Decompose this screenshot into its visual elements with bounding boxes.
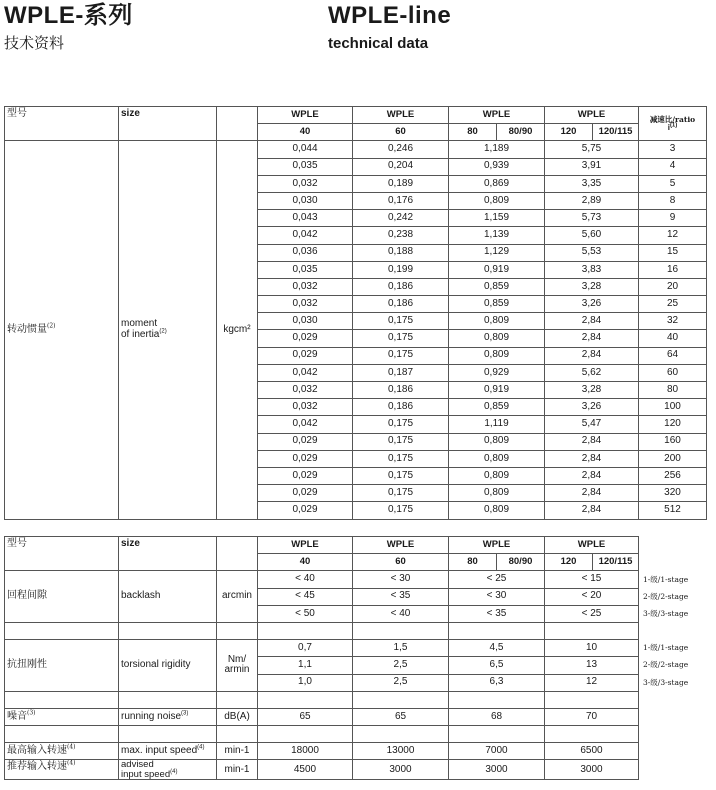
label-inertia-en-1: moment [121,318,158,330]
cell-120: 70 [545,708,639,725]
footnote-2: (2) [159,328,167,335]
cell-ratio: 12 [639,227,707,244]
cell-ratio: 64 [639,347,707,364]
cell-60: 0,175 [353,313,449,330]
cell-80: 0,809 [449,330,545,347]
cell-120: 3000 [545,760,639,780]
footnote-4: (4) [67,743,76,751]
stage-label: 2-级/2-stage [643,660,689,670]
unit-nm: Nm/ [227,653,247,665]
cell-80: 0,919 [449,261,545,278]
footnote-2: (2) [47,322,56,330]
stage-label: 1-级/1-stage [643,643,689,653]
cell-ratio: 160 [639,433,707,450]
header-size-8090: 80/90 [497,554,545,571]
header-unit-blank [217,537,258,571]
cell-ratio: 200 [639,450,707,467]
header-size-40: 40 [258,124,353,141]
cell-80: 0,929 [449,364,545,381]
cell-60: 0,175 [353,450,449,467]
spacer-cell [545,726,639,743]
cell-60: 0,242 [353,210,449,227]
cell-40: 0,043 [258,210,353,227]
footnote-4: (4) [170,768,178,775]
cell-80: 0,809 [449,313,545,330]
header-unit-blank [217,107,258,141]
cell-40: 0,029 [258,485,353,502]
spacer-cell [5,726,119,743]
spacer-cell [217,691,258,708]
cell-40: 0,044 [258,141,353,158]
spacer-cell [449,726,545,743]
cell-60: 0,246 [353,141,449,158]
cell-40: 0,035 [258,158,353,175]
cell-40: 0,030 [258,192,353,209]
label-backlash-cn: 回程间隙 [5,571,119,623]
cell-60: 0,175 [353,330,449,347]
spacer-cell [353,622,449,639]
cell-120: 12 [545,674,639,691]
cell-120: 3,26 [545,399,639,416]
cell-120: 5,47 [545,416,639,433]
cell-60: 0,186 [353,296,449,313]
cell-40: 0,042 [258,416,353,433]
cell-40: 0,032 [258,296,353,313]
cell-80: 0,859 [449,296,545,313]
cell-80: < 35 [449,605,545,622]
cell-40: 0,029 [258,450,353,467]
spacer-empty [639,691,707,708]
cell-80: 0,809 [449,485,545,502]
cell-120: 2,84 [545,502,639,519]
cell-ratio: 512 [639,502,707,519]
spacer-cell [5,691,119,708]
cell-60: 0,187 [353,364,449,381]
cell-80: 1,129 [449,244,545,261]
cell-40: 0,029 [258,467,353,484]
label-rigidity-en: torsional rigidity [119,640,217,692]
cell-ratio: 80 [639,382,707,399]
cell-120: 3,83 [545,261,639,278]
cell-120: 2,84 [545,433,639,450]
cell-ratio: 320 [639,485,707,502]
label-max-speed-cn [5,743,119,760]
cell-40: 0,042 [258,227,353,244]
label-inertia-cn-text: 转动惯量 [7,323,47,335]
cell-ratio: 40 [639,330,707,347]
cell-120: 6500 [545,743,639,760]
cell-80: 1,119 [449,416,545,433]
subtitle-en: technical data [328,35,429,52]
cell-40: 0,042 [258,364,353,381]
cell-60: 3000 [353,760,449,780]
cell-80: 7000 [449,743,545,760]
cell-120: 2,84 [545,330,639,347]
cell-120: 2,84 [545,450,639,467]
cell-80: 0,939 [449,158,545,175]
cell-40: 65 [258,708,353,725]
cell-60: < 40 [353,605,449,622]
cell-40: 0,032 [258,175,353,192]
cell-40: 0,029 [258,347,353,364]
spacer-cell [119,691,217,708]
footnote-3: (3) [27,709,36,717]
label-backlash-en: backlash [119,571,217,623]
spacer-cell [119,726,217,743]
cell-60: 0,238 [353,227,449,244]
label-adv-speed-en-2: input speed [121,768,171,780]
cell-120: 3,91 [545,158,639,175]
header-model-cn: 型号 [5,107,119,141]
cell-80: 0,809 [449,192,545,209]
cell-60: 0,186 [353,399,449,416]
footnote-1: (1) [669,122,678,129]
unit-nm-armin [217,640,258,692]
header-wple: WPLE [449,537,545,554]
label-inertia-en-2: of inertia [121,328,160,340]
header-ratio-text: 减速比/ratio [649,114,696,124]
cell-60: 0,199 [353,261,449,278]
label-noise-en-text: running noise [121,710,182,722]
cell-40: 0,032 [258,382,353,399]
spacer-cell [119,622,217,639]
label-inertia-cn [5,141,119,519]
header-wple: WPLE [545,537,639,554]
row-empty [639,760,707,780]
cell-ratio: 32 [639,313,707,330]
cell-120: < 20 [545,588,639,605]
unit-armin: armin [224,664,250,676]
cell-60: 0,189 [353,175,449,192]
cell-80: 4,5 [449,640,545,657]
cell-ratio: 20 [639,278,707,295]
cell-120: 3,28 [545,382,639,399]
cell-120: < 15 [545,571,639,588]
unit-min: min-1 [217,743,258,760]
row-empty [639,743,707,760]
cell-120: 5,73 [545,210,639,227]
subtitle-cn: 技术资料 [4,34,65,52]
header-wple: WPLE [258,537,353,554]
cell-60: 0,175 [353,433,449,450]
header-size: size [119,107,217,141]
header-size-120115: 120/115 [593,554,639,571]
header-model-cn: 型号 [5,537,119,571]
cell-120: 5,75 [545,141,639,158]
cell-60: 65 [353,708,449,725]
cell-120: 2,84 [545,347,639,364]
cell-80: 6,5 [449,657,545,674]
stage-label: 3-级/3-stage [643,608,689,618]
cell-40: < 50 [258,605,353,622]
footnote-3: (3) [181,710,189,717]
label-adv-speed-en-1: advised [121,759,154,771]
cell-ratio: 8 [639,192,707,209]
cell-120: 5,53 [545,244,639,261]
spacer-empty [639,726,707,743]
cell-40: 0,035 [258,261,353,278]
cell-120: 3,28 [545,278,639,295]
cell-40: 0,032 [258,399,353,416]
unit-min: min-1 [217,760,258,780]
cell-80: 6,3 [449,674,545,691]
stage-label: 1-级/1-stage [643,574,689,584]
unit-dba: dB(A) [217,708,258,725]
row-empty [639,708,707,725]
cell-60: 0,175 [353,416,449,433]
label-adv-speed-cn [5,760,119,780]
unit-arcmin: arcmin [217,571,258,623]
header-size-8090: 80/90 [497,124,545,141]
cell-40: 18000 [258,743,353,760]
header-size-80: 80 [449,124,497,141]
cell-120: 2,84 [545,313,639,330]
cell-80: 0,809 [449,450,545,467]
cell-40: < 40 [258,571,353,588]
cell-120: 10 [545,640,639,657]
cell-80: 0,809 [449,467,545,484]
cell-60: 1,5 [353,640,449,657]
cell-ratio: 120 [639,416,707,433]
inertia-table [4,106,707,520]
cell-ratio: 16 [639,261,707,278]
cell-40: 0,029 [258,330,353,347]
cell-ratio: 256 [639,467,707,484]
header-size-60: 60 [353,554,449,571]
spacer-cell [545,622,639,639]
cell-80: 0,809 [449,502,545,519]
cell-ratio: 9 [639,210,707,227]
label-noise-cn [5,708,119,725]
cell-ratio: 5 [639,175,707,192]
cell-80: 68 [449,708,545,725]
header-size-60: 60 [353,124,449,141]
cell-ratio: 60 [639,364,707,381]
label-adv-speed-en [119,760,217,780]
cell-40: 4500 [258,760,353,780]
cell-60: 0,204 [353,158,449,175]
cell-ratio: 100 [639,399,707,416]
unit-kgcm2: kgcm² [217,141,258,519]
cell-80: 0,859 [449,278,545,295]
cell-120: 5,62 [545,364,639,381]
header-wple: WPLE [258,107,353,124]
cell-80: < 30 [449,588,545,605]
cell-60: 0,188 [353,244,449,261]
header-wple: WPLE [353,537,449,554]
header-empty [639,537,707,571]
spacer-cell [258,726,353,743]
cell-80: 1,159 [449,210,545,227]
cell-ratio: 4 [639,158,707,175]
cell-120: 2,84 [545,485,639,502]
cell-ratio: 3 [639,141,707,158]
spacer-empty [639,622,707,639]
label-max-speed-en [119,743,217,760]
performance-table [4,536,707,780]
cell-80: < 25 [449,571,545,588]
cell-60: < 30 [353,571,449,588]
cell-60: 2,5 [353,657,449,674]
cell-120: < 25 [545,605,639,622]
cell-40: 0,030 [258,313,353,330]
label-max-speed-en-text: max. input speed [121,745,198,757]
cell-60: 0,175 [353,485,449,502]
label-max-speed-cn-text: 最高输入转速 [7,745,67,757]
header-size: size [119,537,217,571]
header-size-80: 80 [449,554,497,571]
cell-40: 1,0 [258,674,353,691]
cell-40: < 45 [258,588,353,605]
cell-80: 0,869 [449,175,545,192]
cell-120: 5,60 [545,227,639,244]
label-noise-en [119,708,217,725]
cell-60: 2,5 [353,674,449,691]
cell-80: 1,189 [449,141,545,158]
spacer-cell [5,622,119,639]
cell-120: 3,26 [545,296,639,313]
header-wple: WPLE [353,107,449,124]
cell-ratio: 25 [639,296,707,313]
cell-40: 0,7 [258,640,353,657]
cell-80: 3000 [449,760,545,780]
header-size-120: 120 [545,124,593,141]
spacer-cell [449,622,545,639]
cell-60: 0,175 [353,347,449,364]
cell-40: 0,032 [258,278,353,295]
spacer-cell [449,691,545,708]
stage-label: 3-级/3-stage [643,677,689,687]
cell-80: 0,809 [449,347,545,364]
cell-40: 0,029 [258,502,353,519]
label-noise-cn-text: 噪音 [7,710,27,722]
header-wple: WPLE [545,107,639,124]
cell-120: 3,35 [545,175,639,192]
spacer-cell [217,726,258,743]
spacer-cell [258,622,353,639]
spacer-cell [353,691,449,708]
cell-60: 13000 [353,743,449,760]
header-wple: WPLE [449,107,545,124]
header-size-40: 40 [258,554,353,571]
cell-60: 0,186 [353,278,449,295]
footnote-4: (4) [197,744,205,751]
header-size-120: 120 [545,554,593,571]
title-en: WPLE-line [328,2,452,29]
label-inertia-en [119,141,217,519]
footnote-4: (4) [67,760,76,768]
title-cn: WPLE-系列 [4,2,133,29]
cell-40: 0,029 [258,433,353,450]
cell-60: 0,175 [353,502,449,519]
spacer-cell [217,622,258,639]
cell-120: 2,89 [545,192,639,209]
spacer-cell [258,691,353,708]
cell-60: 0,186 [353,382,449,399]
label-rigidity-cn: 抗扭刚性 [5,640,119,692]
cell-40: 0,036 [258,244,353,261]
cell-60: < 35 [353,588,449,605]
cell-80: 0,919 [449,382,545,399]
header-ratio-i: i [667,122,670,132]
cell-80: 1,139 [449,227,545,244]
cell-120: 13 [545,657,639,674]
cell-80: 0,859 [449,399,545,416]
cell-40: 1,1 [258,657,353,674]
spacer-cell [353,726,449,743]
spacer-cell [545,691,639,708]
stage-label: 2-级/2-stage [643,591,689,601]
header-ratio [639,107,707,141]
header-size-120115: 120/115 [593,124,639,141]
cell-ratio: 15 [639,244,707,261]
label-adv-speed-cn-text: 推荐输入转速 [7,761,67,773]
cell-120: 2,84 [545,467,639,484]
cell-60: 0,176 [353,192,449,209]
cell-80: 0,809 [449,433,545,450]
cell-60: 0,175 [353,467,449,484]
